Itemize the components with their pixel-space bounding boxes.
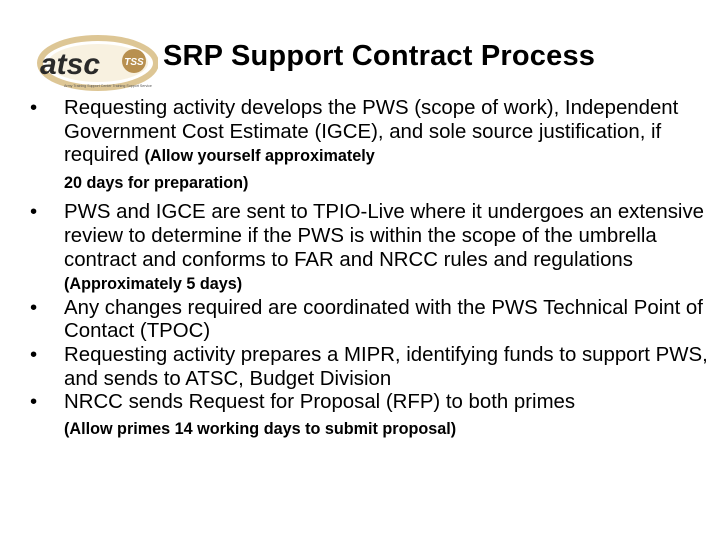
- bullet-note: (Approximately 5 days): [64, 275, 243, 294]
- bullet-item-3: [30, 297, 710, 344]
- bullet-text: Requesting activity prepares a MIPR, identifying funds to support PWS, and sends to ATSC, Budget Division: [64, 343, 708, 390]
- logo-wordmark: atsc: [40, 48, 101, 81]
- bullet-item-1: [30, 97, 710, 195]
- bullet-list: [30, 97, 710, 447]
- logo-badge: TSS: [124, 57, 144, 68]
- bullet-item-2: [30, 201, 710, 296]
- bullet-note: (Allow primes 14 working days to submit proposal): [64, 419, 457, 438]
- bullet-item-5: [30, 391, 710, 441]
- bullet-text: NRCC sends Request for Proposal (RFP) to both primes: [64, 391, 576, 414]
- bullet-glyph: •: [30, 296, 38, 319]
- logo-tagline: Army Training Support Center Training Support Service: [64, 84, 152, 88]
- bullet-glyph: •: [30, 97, 38, 119]
- bullet-text: Any changes required are coordinated with the PWS Technical Point of Contact (TPOC): [64, 296, 703, 343]
- bullet-glyph: •: [30, 201, 38, 224]
- bullet-glyph: •: [30, 391, 38, 414]
- bullet-text: PWS and IGCE are sent to TPIO-Live where it undergoes an extensive review to determine if the PWS is within the scope of the umbrella contract and conforms to FAR and NRCC rules and regulations: [64, 201, 704, 271]
- slide-header: [0, 30, 720, 96]
- bullet-glyph: •: [30, 343, 38, 366]
- atsc-tss-logo: [34, 34, 158, 94]
- bullet-text: Requesting activity develops the PWS (scope of work), Independent Government Cost Estimate (IGCE), and sole source justification, if required: [64, 97, 679, 167]
- page-title: SRP Support Contract Process: [163, 40, 596, 72]
- bullet-item-4: [30, 344, 710, 391]
- bullet-note-continued: 20 days for preparation): [64, 173, 249, 192]
- bullet-note: (Allow yourself approximately: [144, 147, 375, 166]
